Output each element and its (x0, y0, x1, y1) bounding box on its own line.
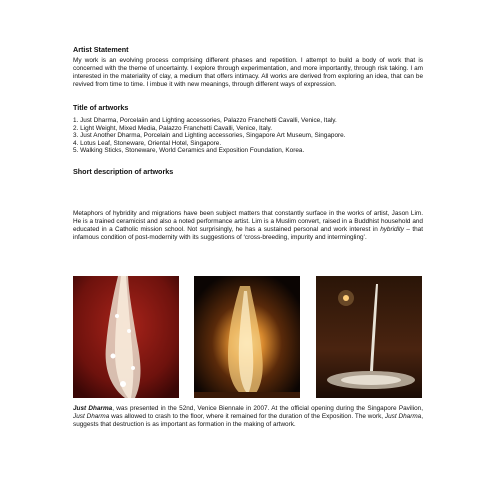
crashed-installation-image (316, 276, 422, 398)
artwork-photo-3 (316, 276, 422, 398)
titles-heading: Title of artworks (73, 103, 129, 112)
artist-statement-body: My work is an evolving process comprising different phases and repetition. I attempt to build a body of work that is concerned with the theme of uncertainty. I explore through experimentation, and more importantly, through risk taking. I am interested in the materiality of clay, a medium that offers intimacy. All works are derived from exploring an idea, that can be revived from time to time. I imbue it with new meanings, through different ways of expression. (73, 57, 423, 88)
list-item: 5. Walking Sticks, Stoneware, World Ceramics and Exposition Foundation, Korea. (73, 147, 305, 155)
hanging-installation-image (73, 276, 179, 398)
list-item: 3. Just Another Dharma, Porcelain and Lighting accessories, Singapore Art Museum, Singapore. (73, 132, 346, 140)
photo-caption: Just Dharma, was presented in the 52nd, Venice Biennale in 2007. At the official opening during the Singapore Pavilion, Just Dharma was allowed to crash to the floor, where it remained for the duration of the Exposition. The work, Just Dharma, suggests that destruction is as important as formation in the making of artwork. (73, 405, 423, 428)
list-item: 1. Just Dharma, Porcelaiin and Lighting accessories, Palazzo Franchetti Cavalli, Venice, Italy. (73, 117, 337, 124)
description-heading: Short description of artworks (73, 167, 174, 176)
list-item: 2. Light Weight, Mixed Media, Palazzo Franchetti Cavalli, Venice, Italy. (73, 124, 273, 132)
titles-list (73, 117, 433, 155)
description-body: Metaphors of hybridity and migrations have been subject matters that constantly surface in the works of artist, Jason Lim. He is a trained ceramicist and also a noted performance artist. Lim is a Muslim convert, raised in a Buddhist household and educated in a Catholic mission school. Not surprisingly, he has a sustained personal and work interest in hybridity – that infamous condition of post-modernity with its suggestions of ‘cross-breeding, impurity and intermingling’. (73, 210, 424, 241)
artwork-photo-2 (194, 276, 300, 398)
list-item: 4. Lotus Leaf, Stoneware, Oriental Hotel, Singapore. (73, 139, 222, 147)
illuminated-installation-image (194, 276, 300, 398)
artist-statement-heading: Artist Statement (73, 45, 129, 54)
artwork-photo-1 (73, 276, 179, 398)
